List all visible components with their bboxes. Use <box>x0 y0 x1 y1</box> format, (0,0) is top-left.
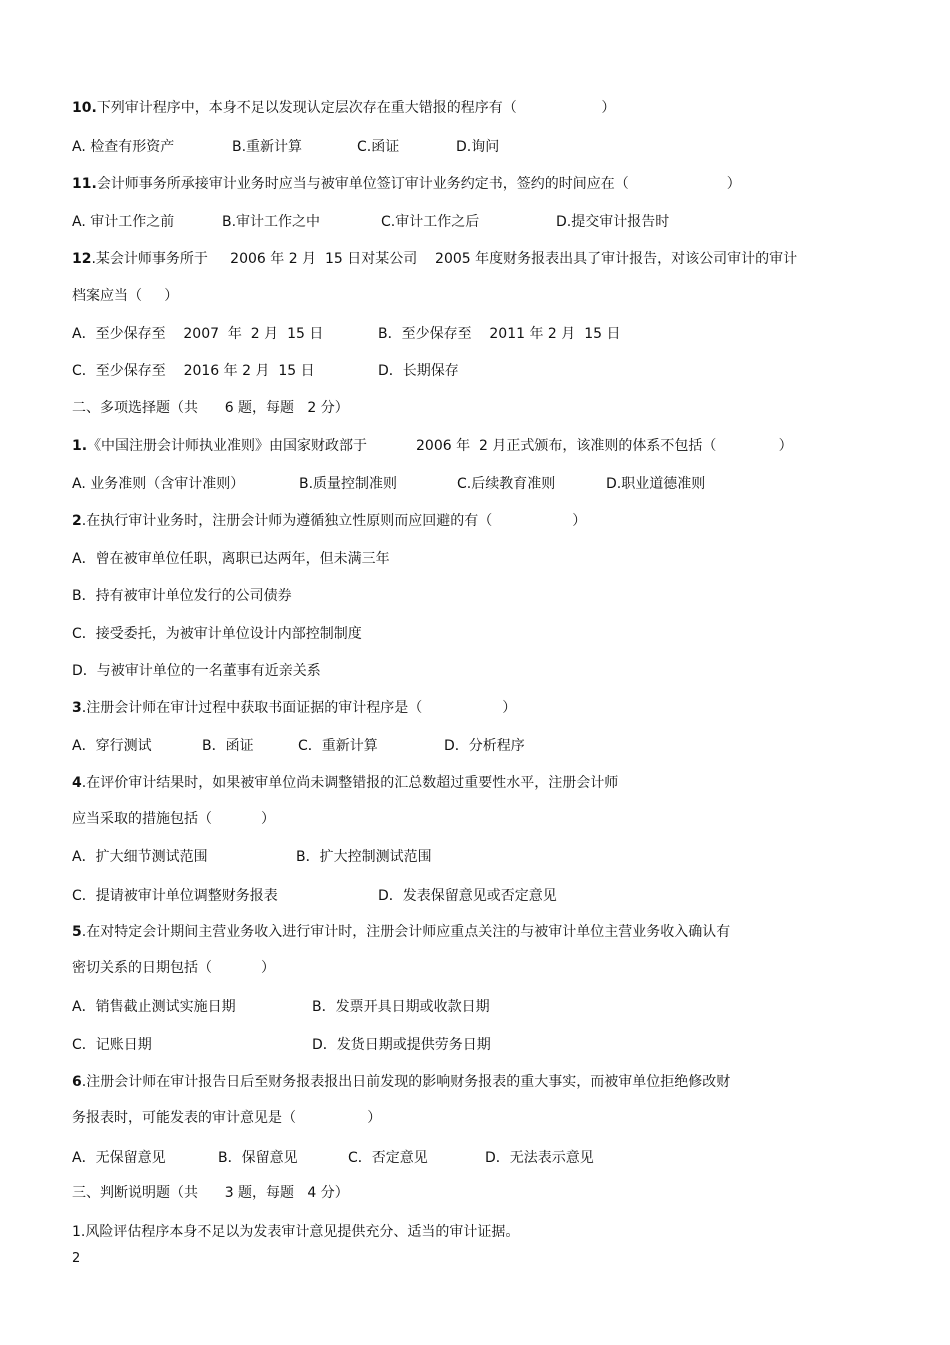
option-b: B.审计工作之中 <box>222 214 321 230</box>
option-c: C．否定意见 <box>348 1150 428 1166</box>
section-heading-multiple-choice: 二、多项选择题（共 6 题，每题 2 分） <box>72 400 349 416</box>
option-c: C．记账日期 <box>72 1037 152 1053</box>
mc-question-2 <box>72 511 586 531</box>
option-c: C．重新计算 <box>298 738 378 754</box>
question-12 <box>72 249 797 269</box>
option-c: C．提请被审计单位调整财务报表 <box>72 888 278 904</box>
mc-question-5-continued: 密切关系的日期包括（ ） <box>72 960 275 976</box>
option-a: A．穿行测试 <box>72 738 152 754</box>
question-11 <box>72 174 741 194</box>
option-b: B．至少保存至 2011 年 2 月 15 日 <box>378 326 621 342</box>
option-d: D．长期保存 <box>378 363 459 379</box>
mc-question-6 <box>72 1072 730 1092</box>
section-heading-true-false: 三、判断说明题（共 3 题，每题 4 分） <box>72 1185 349 1201</box>
option-a: A. 审计工作之前 <box>72 214 175 230</box>
option-c: C．至少保存至 2016 年 2 月 15 日 <box>72 363 315 379</box>
question-10 <box>72 98 615 118</box>
question-text: 会计师事务所承接审计业务时应当与被审单位签订审计业务约定书，签约的时间应在（ ） <box>96 176 741 192</box>
option-d: D.职业道德准则 <box>606 476 706 492</box>
option-b: B．保留意见 <box>218 1150 298 1166</box>
mc-question-6-continued: 务报表时，可能发表的审计意见是（ ） <box>72 1110 382 1126</box>
question-number: 10. <box>72 100 97 116</box>
question-number: 2 <box>72 513 82 529</box>
question-text: .在执行审计业务时，注册会计师为遵循独立性原则而应回避的有（ ） <box>81 513 587 529</box>
question-12-continued: 档案应当（ ） <box>72 288 179 304</box>
option-c: C.函证 <box>357 139 400 155</box>
mc-question-4 <box>72 773 618 793</box>
option-d: D.询问 <box>456 139 500 155</box>
question-text: .注册会计师在审计报告日后至财务报表报出日前发现的影响财务报表的重大事实，而被审单位拒绝修改财 <box>81 1074 731 1090</box>
option-c: C.审计工作之后 <box>381 214 480 230</box>
option-b: B.重新计算 <box>232 139 303 155</box>
mc-question-1 <box>72 436 793 456</box>
judgment-question-1: 1.风险评估程序本身不足以为发表审计意见提供充分、适当的审计证据。 <box>72 1224 520 1240</box>
page-number: 2 <box>72 1251 81 1266</box>
question-number: 12 <box>72 251 92 267</box>
option-a: A．销售截止测试实施日期 <box>72 999 236 1015</box>
option-c: C．接受委托，为被审计单位设计内部控制制度 <box>72 626 362 642</box>
option-b: B．函证 <box>202 738 254 754</box>
option-d: D．无法表示意见 <box>485 1150 594 1166</box>
option-d: D．分析程序 <box>444 738 525 754</box>
option-d: D．与被审计单位的一名董事有近亲关系 <box>72 663 321 679</box>
question-number: 11. <box>72 176 97 192</box>
question-text: .某会计师事务所于 2006 年 2 月 15 日对某公司 2005 年度财务报表出具了审计报告，对该公司审计的审计 <box>91 251 798 267</box>
option-b: B．发票开具日期或收款日期 <box>312 999 490 1015</box>
question-number: 6 <box>72 1074 82 1090</box>
option-a: A. 业务准则（含审计准则） <box>72 476 245 492</box>
option-d: D.提交审计报告时 <box>556 214 670 230</box>
question-text: .注册会计师在审计过程中获取书面证据的审计程序是（ ） <box>81 700 517 716</box>
question-number: 4 <box>72 775 82 791</box>
option-b: B．扩大控制测试范围 <box>296 849 432 865</box>
mc-question-3 <box>72 698 516 718</box>
option-a: A. 检查有形资产 <box>72 139 175 155</box>
mc-question-5 <box>72 922 730 942</box>
option-d: D．发表保留意见或否定意见 <box>378 888 557 904</box>
question-number: 3 <box>72 700 82 716</box>
question-text: .在对特定会计期间主营业务收入进行审计时，注册会计师应重点关注的与被审计单位主营业务收入确认有 <box>81 924 731 940</box>
option-b: B.质量控制准则 <box>299 476 398 492</box>
option-a: A．无保留意见 <box>72 1150 166 1166</box>
option-a: A．曾在被审单位任职，离职已达两年，但未满三年 <box>72 551 390 567</box>
mc-question-4-continued: 应当采取的措施包括（ ） <box>72 811 275 827</box>
question-text: .在评价审计结果时，如果被审单位尚未调整错报的汇总数超过重要性水平，注册会计师 <box>81 775 619 791</box>
option-a: A．至少保存至 2007 年 2 月 15 日 <box>72 326 324 342</box>
option-a: A．扩大细节测试范围 <box>72 849 208 865</box>
option-d: D．发货日期或提供劳务日期 <box>312 1037 491 1053</box>
question-number: 5 <box>72 924 82 940</box>
question-text: 下列审计程序中，本身不足以发现认定层次存在重大错报的程序有（ ） <box>96 100 616 116</box>
question-number: 1. <box>72 438 88 454</box>
option-b: B．持有被审计单位发行的公司债券 <box>72 588 292 604</box>
option-c: C.后续教育准则 <box>457 476 556 492</box>
question-text: 《中国注册会计师执业准则》由国家财政部于 2006 年 2 月正式颁布，该准则的体系不包括（ ） <box>87 438 793 454</box>
